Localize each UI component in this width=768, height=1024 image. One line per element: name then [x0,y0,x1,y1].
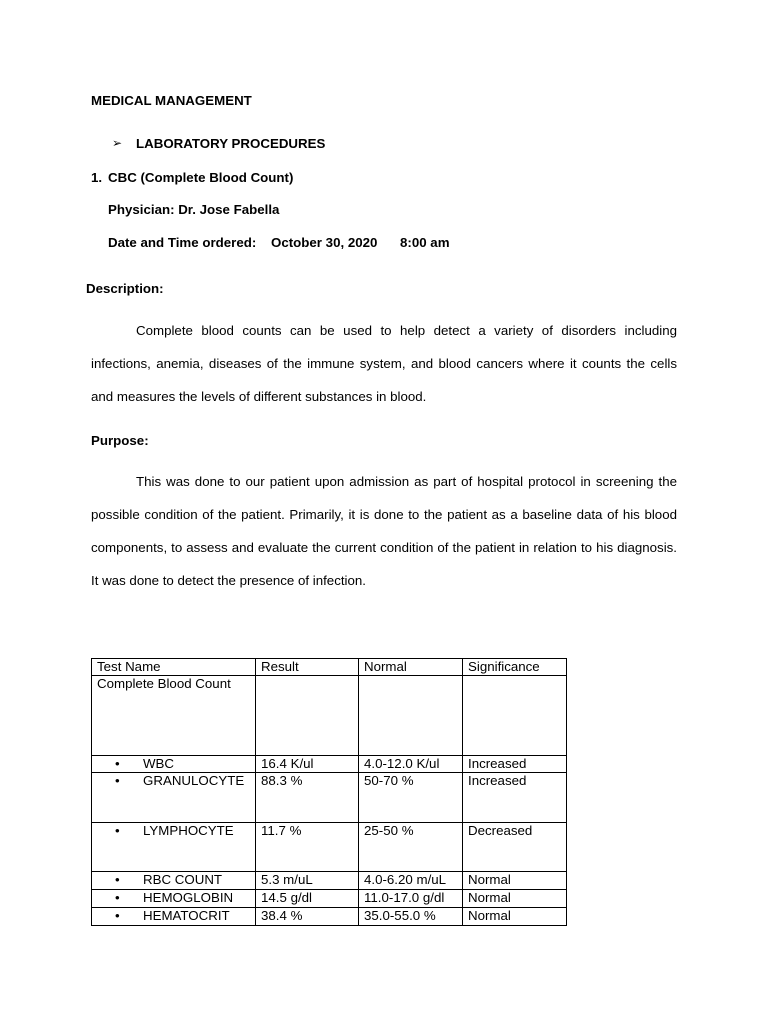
test-name: RBC COUNT [143,872,223,887]
table-row [92,756,567,773]
bullet-icon: • [115,756,120,771]
table-header-row [92,659,567,676]
bullet-icon: • [115,773,120,788]
item-number: 1. [91,170,103,185]
test-name: HEMOGLOBIN [143,890,234,905]
bullet-icon: • [115,872,120,887]
description-heading: Description: [86,281,164,296]
normal-cell: 35.0-55.0 % [359,908,463,926]
significance-cell: Normal [463,872,567,890]
result-cell: 11.7 % [256,823,359,872]
test-name: HEMATOCRIT [143,908,230,923]
section-title: LABORATORY PROCEDURES [136,136,326,151]
date-label: Date and Time ordered: [108,235,257,250]
header-normal: Normal [359,659,463,676]
normal-cell: 50-70 % [359,773,463,823]
test-name: GRANULOCYTE [143,773,245,788]
test-name-cell [92,756,256,773]
table-cell [463,676,567,756]
significance-cell: Increased [463,756,567,773]
test-name-cell [92,890,256,908]
bullet-icon: • [115,908,120,923]
significance-cell: Normal [463,908,567,926]
normal-cell: 4.0-12.0 K/ul [359,756,463,773]
significance-cell: Increased [463,773,567,823]
header-significance: Significance [463,659,567,676]
header-test-name: Test Name [92,659,256,676]
test-name-cell [92,908,256,926]
purpose-heading: Purpose: [91,433,149,448]
table-row [92,908,567,926]
normal-cell: 4.0-6.20 m/uL [359,872,463,890]
item-title: CBC (Complete Blood Count) [108,170,294,185]
significance-cell: Normal [463,890,567,908]
physician-line: Physician: Dr. Jose Fabella [108,202,280,217]
table-row [92,890,567,908]
result-cell: 14.5 g/dl [256,890,359,908]
result-cell: 5.3 m/uL [256,872,359,890]
header-result: Result [256,659,359,676]
significance-cell: Decreased [463,823,567,872]
bullet-icon: • [115,890,120,905]
arrow-bullet-icon: ➢ [112,136,123,150]
result-cell: 16.4 K/ul [256,756,359,773]
order-date: October 30, 2020 [271,235,378,250]
result-cell: 88.3 % [256,773,359,823]
test-name-cell [92,823,256,872]
purpose-text: This was done to our patient upon admission as part of hospital protocol in screening the possible condition of the patient. Primarily, it is done to the patient as a baseline data of his blood components, to assess and evaluate the current condition of the patient in relation to his diagnosis. It was done to detect the presence of infection. [91,474,677,588]
test-name: LYMPHOCYTE [143,823,234,838]
table-cell [256,676,359,756]
table-row [92,872,567,890]
table-group-row [92,676,567,756]
normal-cell: 11.0-17.0 g/dl [359,890,463,908]
date-time-line [108,235,450,250]
normal-cell: 25-50 % [359,823,463,872]
result-cell: 38.4 % [256,908,359,926]
test-name-cell [92,773,256,823]
document-heading: MEDICAL MANAGEMENT [91,93,252,108]
order-time: 8:00 am [400,235,450,250]
description-text: Complete blood counts can be used to help detect a variety of disorders including infections, anemia, diseases of the immune system, and blood cancers where it counts the cells and measures the levels of different substances in blood. [91,323,677,404]
table-row [92,773,567,823]
test-name-cell [92,872,256,890]
bullet-icon: • [115,823,120,838]
group-name: Complete Blood Count [92,676,256,756]
test-name: WBC [143,756,175,771]
table-cell [359,676,463,756]
lab-results-table [91,658,567,926]
table-row [92,823,567,872]
